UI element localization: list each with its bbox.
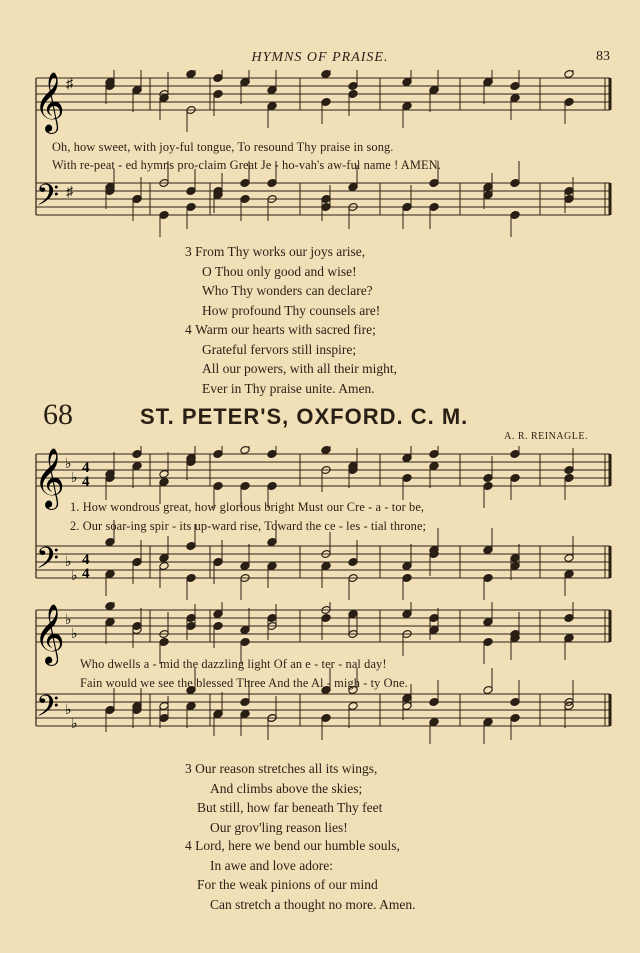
stanza-68-4	[185, 836, 415, 914]
time-signature-bottom: 4	[82, 566, 90, 582]
stanza-68-3	[185, 759, 382, 837]
stanza-prev-3	[185, 242, 380, 320]
bass-clef-icon: 𝄢	[36, 542, 60, 583]
stanza-line: 4 Warm our hearts with sacred fire;	[185, 322, 376, 337]
stanza-line: 3 From Thy works our joys arise,	[185, 244, 366, 259]
flat-icon: ♭	[65, 613, 72, 628]
stanza-line: 3 Our reason stretches all its wings,	[185, 761, 378, 776]
treble-staff-68-2	[36, 610, 610, 642]
flat-icon: ♭	[65, 555, 72, 570]
stanza-line: But still, how far beneath Thy feet	[197, 800, 383, 816]
time-signature-top: 4	[82, 552, 90, 568]
stanza-line: Ever in Thy praise unite. Amen.	[202, 380, 375, 396]
sharp-icon: ♯	[66, 77, 73, 92]
stanza-line: Our grov'ling reason lies!	[210, 819, 348, 835]
flat-icon: ♭	[71, 569, 78, 584]
stanza-line: And climbs above the skies;	[210, 780, 363, 796]
stanza-line: O Thou only good and wise!	[202, 263, 357, 279]
time-signature-top: 4	[82, 460, 90, 476]
running-title: HYMNS OF PRAISE.	[251, 50, 389, 65]
stanza-line: For the weak pinions of our mind	[197, 877, 378, 893]
flat-icon: ♭	[65, 457, 72, 472]
treble-staff-68-1	[36, 454, 610, 486]
hymn-title: ST. PETER'S, OXFORD. C. M.	[140, 404, 469, 429]
stanza-line: All our powers, with all their might,	[202, 361, 397, 377]
lyric-line-1: Oh, how sweet, with joy-ful tongue, To resound Thy praise in song.	[52, 140, 394, 154]
stanza-line: 4 Lord, here we bend our humble souls,	[185, 838, 400, 853]
lyric-line-1: 1. How wondrous great, how glorious bright Must our Cre - a - tor be,	[70, 500, 425, 514]
bass-clef-icon: 𝄢	[36, 690, 60, 731]
stanza-line: How profound Thy counsels are!	[202, 302, 381, 318]
lyric-line-1: Who dwells a - mid the dazzling light Of an e - ter - nal day!	[80, 657, 387, 671]
flat-icon: ♭	[71, 717, 78, 732]
bass-clef-icon: 𝄢	[36, 179, 60, 220]
grand-staff-68-2	[0, 602, 640, 782]
lyric-line-2: Fain would we see the blessed Three And the Al - migh - ty One.	[80, 676, 408, 690]
lyric-line-2: 2. Our soar-ing spir - its up-ward rise, Toward the ce - les - tial throne;	[70, 519, 427, 533]
treble-clef-icon: 𝄞	[34, 448, 65, 508]
hymn-number: 68	[43, 398, 73, 431]
flat-icon: ♭	[71, 627, 78, 642]
bass-staff-68-1	[36, 546, 610, 578]
treble-clef-icon: 𝄞	[34, 604, 65, 664]
stanza-line: Grateful fervors still inspire;	[202, 341, 357, 357]
grand-staff-68-1	[0, 446, 640, 626]
music-system-68-2	[0, 602, 640, 782]
stanza-prev-4	[185, 320, 397, 398]
stanza-line: Who Thy wonders can declare?	[202, 283, 373, 299]
lyric-line-2: With re-peat - ed hymns pro-claim Great Je - ho-vah's aw-ful name ! AMEN.	[52, 158, 441, 172]
composer: A. R. REINAGLE.	[504, 431, 588, 442]
time-signature-bottom: 4	[82, 474, 90, 490]
page-number: 83	[596, 49, 610, 64]
flat-icon: ♭	[65, 703, 72, 718]
stanza-line: Can stretch a thought no more. Amen.	[210, 896, 416, 912]
flat-icon: ♭	[71, 471, 78, 486]
notes-68-2	[105, 602, 574, 744]
treble-clef-icon: 𝄞	[34, 72, 65, 132]
sharp-icon: ♯	[66, 185, 73, 200]
music-system-68-1	[0, 446, 640, 626]
stanza-line: In awe and love adore:	[210, 857, 333, 873]
